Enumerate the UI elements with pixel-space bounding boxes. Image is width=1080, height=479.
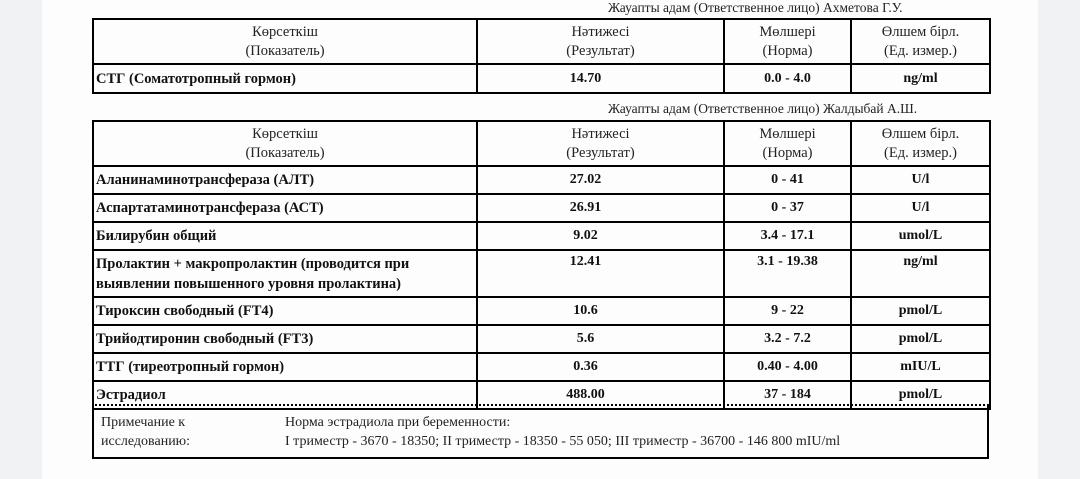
header-result: Нәтижесі (Результат) [477,19,724,64]
report-page [42,0,1038,479]
indicator-name: Трийодтиронин свободный (FT3) [93,325,477,353]
norm-value: 0.0 - 4.0 [724,64,851,93]
table-row [93,297,990,325]
table-header-row [93,19,990,64]
result-value: 9.02 [477,222,724,250]
table-header-row [93,121,990,166]
note-label: Примечание к исследованию: [101,415,191,449]
table-row [93,222,990,250]
result-value: 5.6 [477,325,724,353]
indicator-name: СТГ (Соматотропный гормон) [93,64,477,93]
results-table-biochem-hormones [92,120,991,410]
unit-value: ng/ml [851,250,990,297]
result-value: 14.70 [477,64,724,93]
table-row [93,325,990,353]
header-indicator: Көрсеткіш (Показатель) [93,19,477,64]
table-row [93,353,990,381]
norm-value: 0.40 - 4.00 [724,353,851,381]
header-result: Нәтижесі (Результат) [477,121,724,166]
unit-value: U/l [851,166,990,194]
responsible-person-1: Жауапты адам (Ответственное лицо) Ахметова Г.У. [608,0,903,15]
results-table-stg [92,18,991,94]
note-text: Норма эстрадиола при беременности: I триместр - 3670 - 18350; II триместр - 18350 - 55 050; III триместр - 36700 - 146 800 mIU/ml [285,415,841,449]
norm-value: 3.2 - 7.2 [724,325,851,353]
result-value: 488.00 [477,381,724,409]
norm-value: 9 - 22 [724,297,851,325]
result-value: 0.36 [477,353,724,381]
norm-value: 0 - 41 [724,166,851,194]
indicator-name: Билирубин общий [93,222,477,250]
table-row [93,166,990,194]
result-value: 26.91 [477,194,724,222]
norm-value: 0 - 37 [724,194,851,222]
result-value: 27.02 [477,166,724,194]
norm-value: 3.4 - 17.1 [724,222,851,250]
unit-value: mIU/L [851,353,990,381]
table-row [93,194,990,222]
unit-value: pmol/L [851,325,990,353]
result-value: 12.41 [477,250,724,297]
header-norm: Мөлшері (Норма) [724,121,851,166]
indicator-name: Пролактин + макропролактин (проводится при выявлении повышенного уровня пролактина) [93,250,477,297]
unit-value: pmol/L [851,297,990,325]
indicator-name: Эстрадиол [93,381,477,409]
indicator-name: Аланинаминотрансфераза (АЛТ) [93,166,477,194]
indicator-name: ТТГ (тиреотропный гормон) [93,353,477,381]
responsible-person-2: Жауапты адам (Ответственное лицо) Жалдыбай А.Ш. [608,101,918,116]
header-indicator: Көрсеткіш (Показатель) [93,121,477,166]
header-unit: Өлшем бірл. (Ед. измер.) [851,19,990,64]
header-norm: Мөлшері (Норма) [724,19,851,64]
norm-value: 3.1 - 19.38 [724,250,851,297]
table-row [93,64,990,93]
unit-value: ng/ml [851,64,990,93]
unit-value: umol/L [851,222,990,250]
unit-value: pmol/L [851,381,990,409]
indicator-name: Тироксин свободный (FT4) [93,297,477,325]
header-unit: Өлшем бірл. (Ед. измер.) [851,121,990,166]
result-value: 10.6 [477,297,724,325]
study-note [92,404,989,459]
table-row [93,250,990,297]
indicator-name: Аспартатаминотрансфераза (АСТ) [93,194,477,222]
unit-value: U/l [851,194,990,222]
norm-value: 37 - 184 [724,381,851,409]
